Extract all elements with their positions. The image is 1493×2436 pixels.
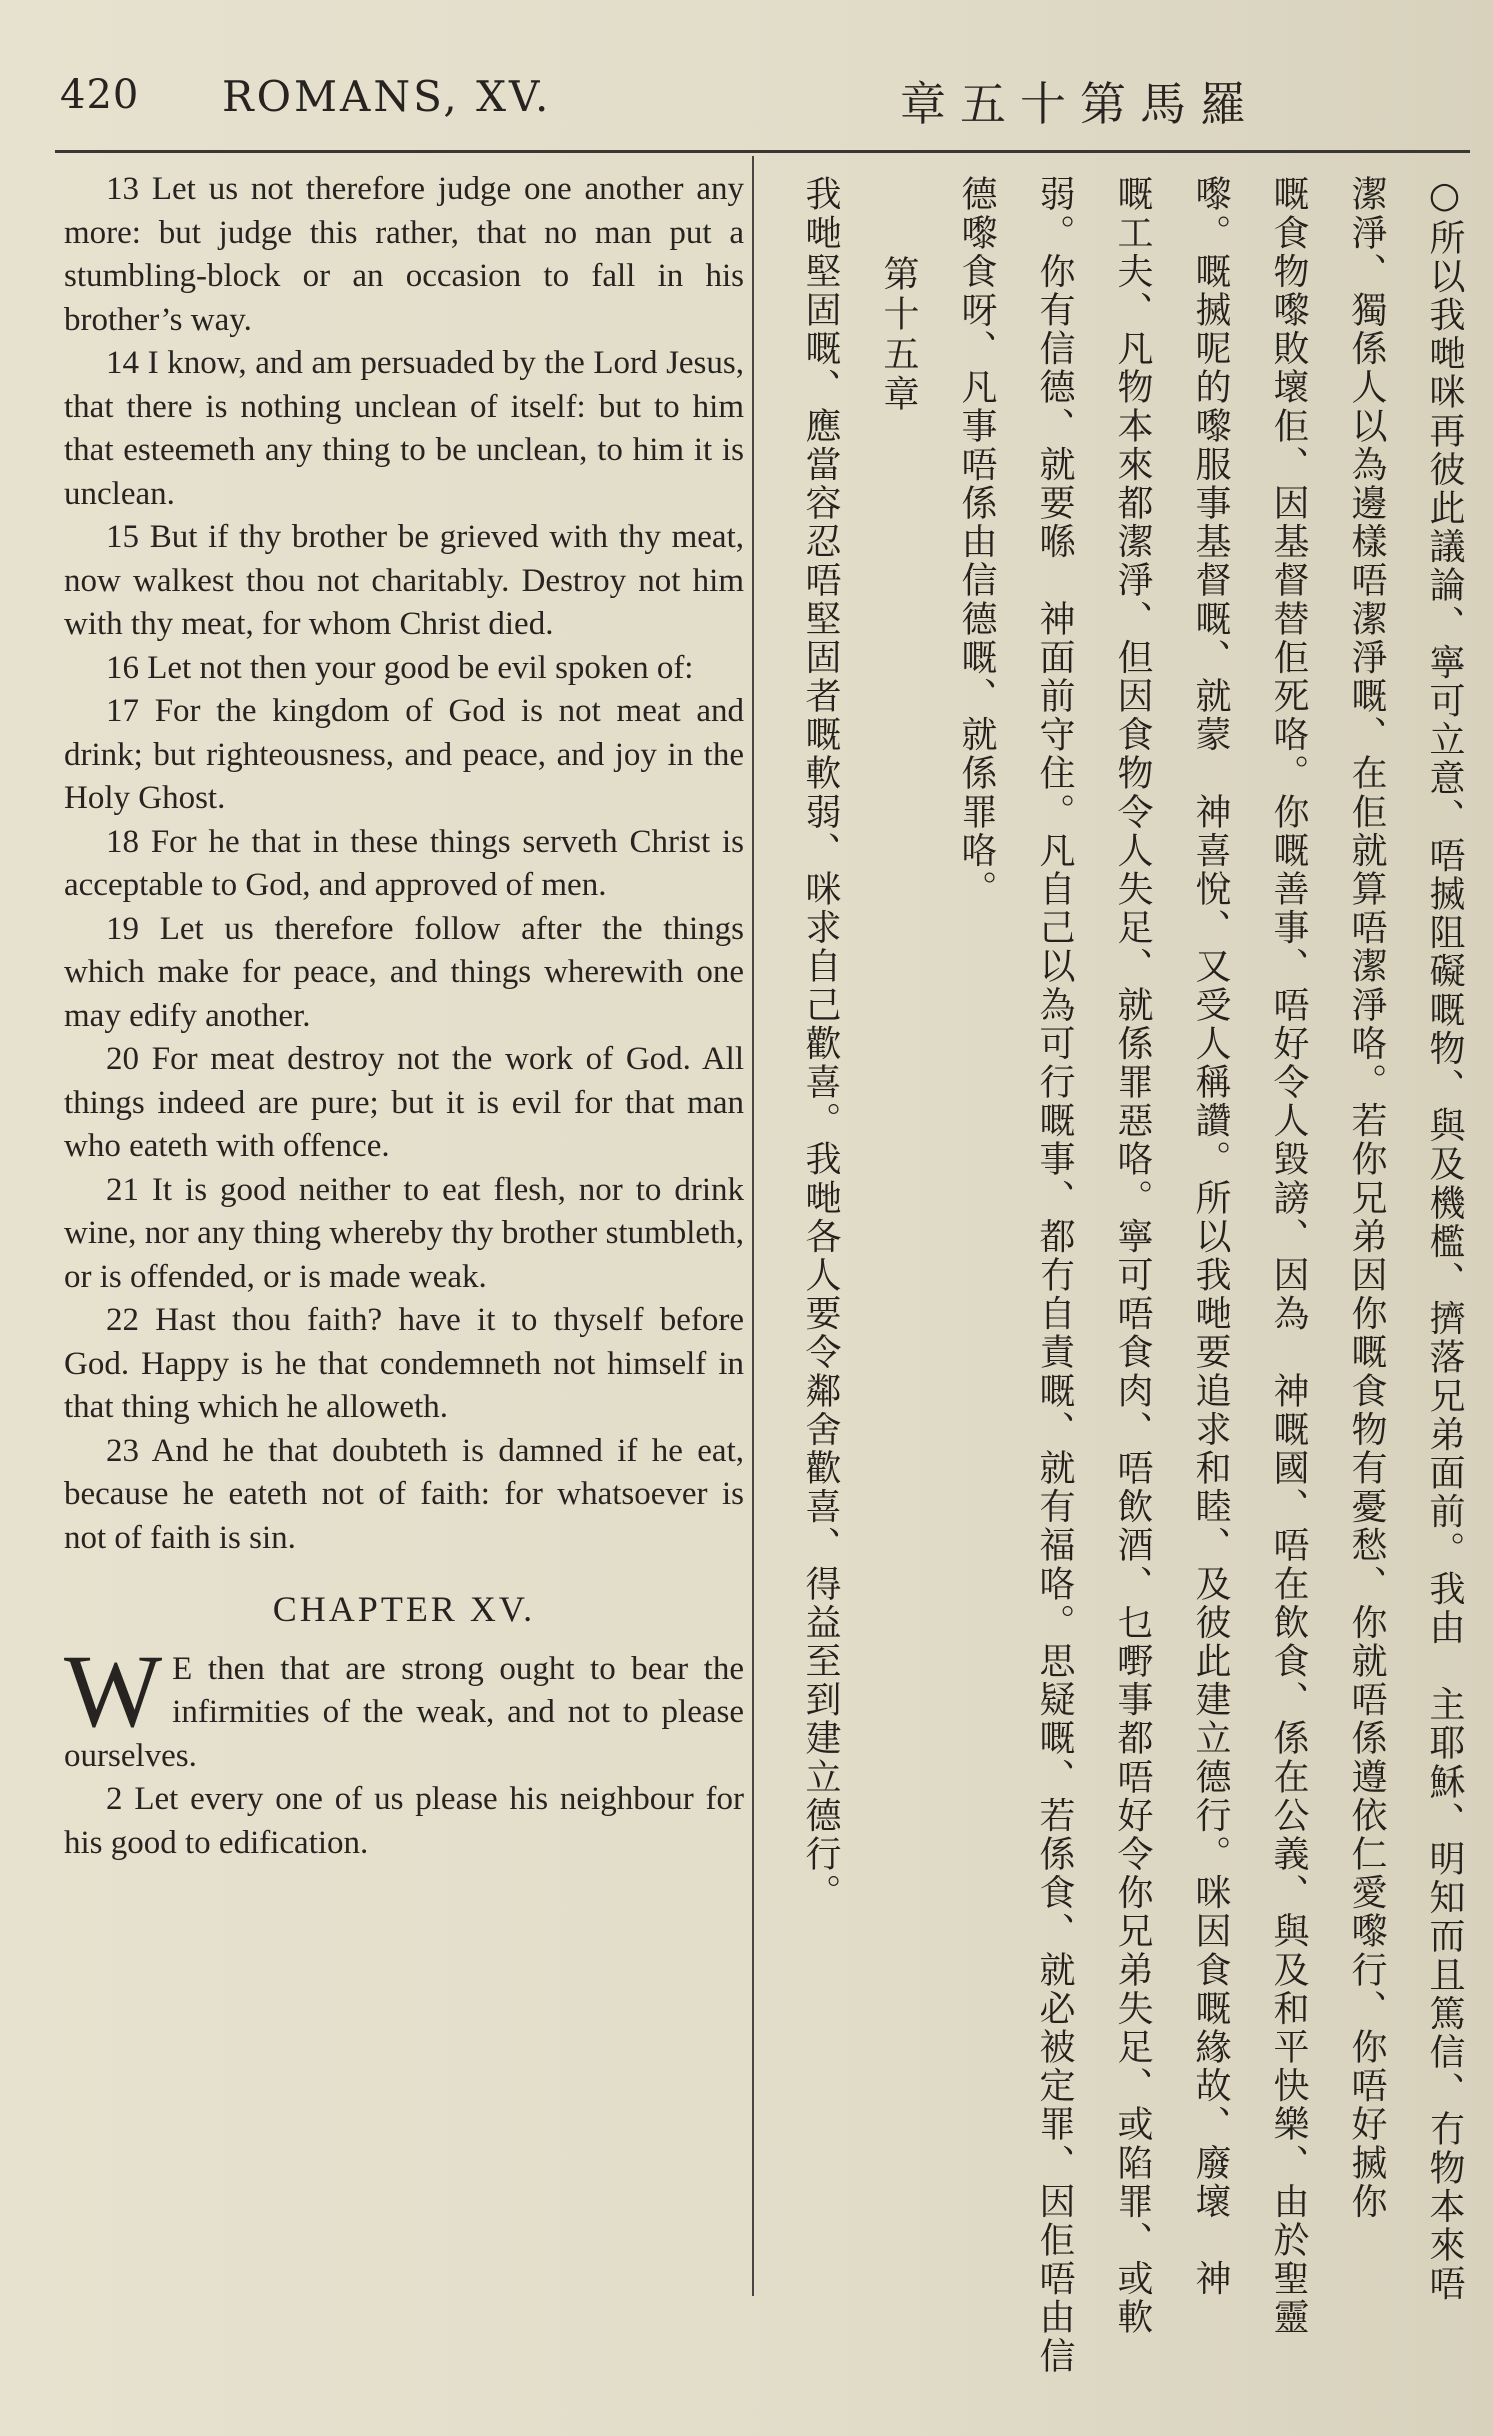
column-divider xyxy=(752,156,754,2296)
verse-number: 17 xyxy=(106,693,139,729)
verse-14-23 xyxy=(64,1430,744,1561)
chinese-running-title: 章五十第馬羅 xyxy=(900,77,1260,131)
verse-number: 2 xyxy=(106,1781,123,1817)
chinese-text-column: 嚟。嘅搣呢的嚟服事基督嘅、就蒙 神喜悅、又受人稱讚。所以我哋要追求和睦、及彼此建立德行。咪因食嘅緣故、廢壞 神 xyxy=(1190,175,1231,2298)
page-number: 420 xyxy=(60,72,140,118)
running-title: ROMANS, XV. xyxy=(222,72,552,121)
chinese-text-column: 德嚟食呀、凡事唔係由信德嘅、就係罪咯。 xyxy=(956,175,997,909)
chinese-text-column: 我哋堅固嘅、應當容忍唔堅固者嘅軟弱、咪求自己歡喜。我哋各人要令鄰舍歡喜、得益至到建立德行。 xyxy=(800,175,841,1912)
verse-number: 19 xyxy=(106,910,139,947)
verse-text: But if thy brother be grieved with thy meat, now walkest thou not charitably. Destroy not him with thy meat, for whom Christ died. xyxy=(64,519,745,642)
page-header xyxy=(0,0,1493,160)
verse-text: Let not then your good be evil spoken of: xyxy=(147,649,694,686)
verse-text: E then that are strong ought to bear the infirmities of the weak, and not to please ourselves. xyxy=(64,1650,744,1774)
verse-text: Let every one of us please his neighbour for his good to edification. xyxy=(64,1781,745,1861)
drop-cap: W xyxy=(64,1633,163,1749)
verse-14-17 xyxy=(64,690,744,821)
chinese-text-column: 潔淨、獨係人以為邊樣唔潔淨嘅、在佢就算唔潔淨咯。若你兄弟因你嘅食物有憂愁、你就唔係遵依仁愛嚟行、你唔好搣你 xyxy=(1346,175,1387,2221)
verse-text: For meat destroy not the work of God. All things indeed are pure; but it is evil for that man who eateth with offence. xyxy=(64,1041,745,1164)
verse-14-21 xyxy=(64,1169,744,1300)
verse-14-19 xyxy=(64,908,744,1039)
verse-number: 23 xyxy=(106,1432,139,1469)
chinese-column xyxy=(770,175,1470,2376)
verse-14-18 xyxy=(64,821,744,908)
verse-number: 20 xyxy=(106,1041,139,1077)
verse-number: 15 xyxy=(106,519,139,555)
verse-text: Hast thou faith? have it to thyself before God. Happy is he that condemneth not himself in that thing which he alloweth. xyxy=(64,1302,744,1425)
verse-15-2 xyxy=(64,1778,744,1865)
verse-number: 21 xyxy=(106,1171,139,1208)
verse-number: 18 xyxy=(106,823,139,860)
verse-text: I know, and am persuaded by the Lord Jesus, that there is nothing unclean of itself: but to him that esteemeth any thing to be unclean, to him it is unclean. xyxy=(64,345,744,512)
verse-text: Let us therefore follow after the things which make for peace, and things wherewith one may edify another. xyxy=(64,910,744,1034)
verse-text: Let us not therefore judge one another any more: but judge this rather, that no man put a stumbling-block or an occasion to fall in his brother’s way. xyxy=(64,171,744,338)
verse-15-1 xyxy=(64,1633,744,1779)
english-verses-ch14 xyxy=(64,168,744,1560)
verse-text: It is good neither to eat flesh, nor to drink wine, nor any thing whereby thy brother stumbleth, or is offended, or is made weak. xyxy=(64,1171,744,1295)
chinese-chapter-heading: 第十五章 xyxy=(878,255,919,415)
chinese-text-column: 嘅食物嚟敗壞佢、因基督替佢死咯。你嘅善事、唔好令人毀謗、因為 神嘅國、唔在飲食、係在公義、與及和平快樂、由於聖靈 xyxy=(1268,175,1309,2337)
verse-number: 22 xyxy=(106,1302,139,1338)
chapter-heading: CHAPTER XV. xyxy=(272,1589,536,1629)
verse-14-22 xyxy=(64,1299,744,1430)
verse-number: 14 xyxy=(106,345,139,381)
verse-text: And he that doubteth is damned if he eat, because he eateth not of faith: for whatsoever is not of faith is sin. xyxy=(64,1432,744,1556)
verse-14-20 xyxy=(64,1038,744,1169)
verse-text: For the kingdom of God is not meat and drink; but righteousness, and peace, and joy in the Holy Ghost. xyxy=(64,693,745,816)
verse-14-15 xyxy=(64,516,744,647)
verse-number: 16 xyxy=(106,649,139,686)
verse-14-14 xyxy=(64,342,744,516)
chinese-text-column: 嘅工夫、凡物本來都潔淨、但因食物令人失足、就係罪惡咯。寧可唔食肉、唔飲酒、乜嘢事都唔好令你兄弟失足、或陷罪、或軟 xyxy=(1112,175,1153,2337)
verse-14-13 xyxy=(64,168,744,342)
chinese-text-column: 弱。你有信德、就要喺 神面前守住。凡自己以為可行嘅事、都冇自責嘅、就有福咯。思疑嘅、若係食、就必被定罪、因佢唔由信 xyxy=(1034,175,1075,2376)
english-column xyxy=(64,168,744,1865)
verse-14-16 xyxy=(64,647,744,691)
header-rule xyxy=(55,150,1470,153)
verse-text: For he that in these things serveth Christ is acceptable to God, and approved of men. xyxy=(64,823,745,903)
chinese-text-column: ○所以我哋咪再彼此議論、寧可立意、唔搣阻礙嘅物、與及機檻、擠落兄弟面前。我由 主耶穌、明知而且篤信、冇物本來唔 xyxy=(1424,175,1465,2303)
verse-number: 13 xyxy=(106,171,139,207)
